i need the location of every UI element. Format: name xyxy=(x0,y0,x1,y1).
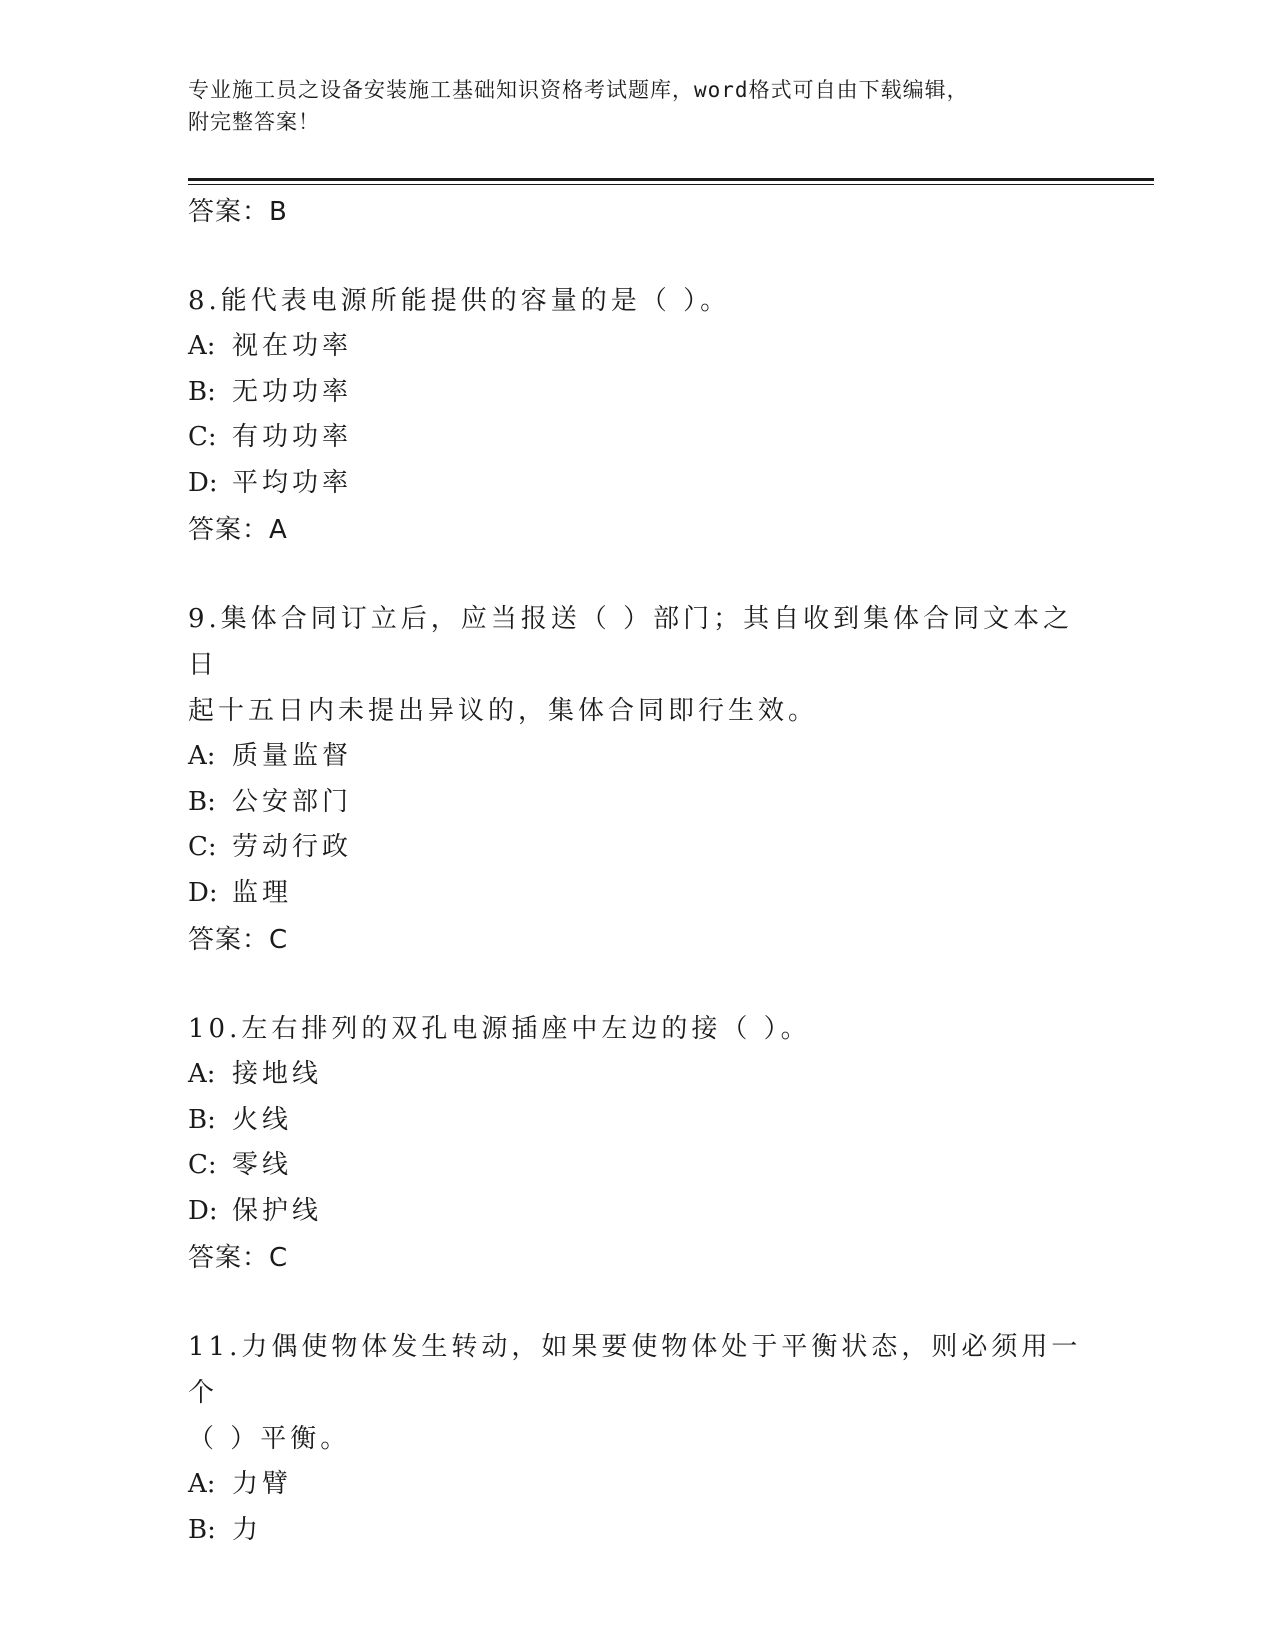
option-text: 劳动行政 xyxy=(232,832,353,862)
question-block xyxy=(188,278,1088,554)
option-c xyxy=(188,415,1088,461)
option-letter: D: xyxy=(188,877,218,908)
spacer xyxy=(188,1282,1088,1324)
spacer xyxy=(188,554,1088,596)
option-d xyxy=(188,461,1088,507)
option-letter: D: xyxy=(188,467,218,498)
option-text: 质量监督 xyxy=(232,741,353,771)
option-text: 接地线 xyxy=(232,1059,323,1089)
option-letter: C: xyxy=(188,1150,217,1180)
option-text: 火线 xyxy=(232,1104,293,1135)
option-letter: C: xyxy=(188,832,217,862)
question-text-continued: 起十五日内未提出异议的，集体合同即行生效。 xyxy=(188,696,819,726)
header-divider-thick xyxy=(188,178,1154,181)
option-b xyxy=(188,370,1088,416)
question-text-continued: （ ）平衡。 xyxy=(188,1424,351,1454)
option-letter: A: xyxy=(188,331,216,361)
question-text: 11.力偶使物体发生转动，如果要使物体处于平衡状态，则必须用一个 xyxy=(188,1332,1082,1408)
option-letter: C: xyxy=(188,422,217,452)
option-text: 公安部门 xyxy=(232,786,353,817)
question-text: 9.集体合同订立后，应当报送（ ）部门；其自收到集体合同文本之日 xyxy=(188,604,1074,680)
option-letter: B: xyxy=(188,1104,216,1135)
option-text: 无功功率 xyxy=(232,376,353,407)
answer-line: 答案：C xyxy=(188,925,289,955)
option-d xyxy=(188,1189,1088,1235)
option-text: 平均功率 xyxy=(232,467,353,498)
question-block xyxy=(188,1324,1088,1553)
option-d xyxy=(188,871,1088,917)
document-header xyxy=(188,74,1088,138)
option-text: 零线 xyxy=(232,1150,293,1180)
option-b xyxy=(188,1508,1088,1554)
header-line-2: 附完整答案！ xyxy=(188,110,320,134)
question-block xyxy=(188,596,1088,964)
question-list xyxy=(188,188,1088,1553)
option-letter: B: xyxy=(188,786,216,817)
header-line-1: 专业施工员之设备安装施工基础知识资格考试题库，word格式可自由下载编辑， xyxy=(188,78,969,102)
answer-line: 答案：A xyxy=(188,515,288,545)
option-text: 力臂 xyxy=(232,1469,293,1499)
option-c xyxy=(188,1143,1088,1189)
spacer xyxy=(188,236,1088,278)
option-a xyxy=(188,1462,1088,1508)
option-text: 保护线 xyxy=(232,1195,323,1226)
option-b xyxy=(188,1098,1088,1144)
question-text: 8.能代表电源所能提供的容量的是（ ）。 xyxy=(188,286,731,316)
question-block xyxy=(188,1006,1088,1282)
option-text: 视在功率 xyxy=(232,331,353,361)
option-letter: A: xyxy=(188,741,216,771)
answer-line: 答案：C xyxy=(188,1243,289,1273)
header-divider-thin xyxy=(188,184,1154,185)
option-text: 有功功率 xyxy=(232,422,353,452)
answer-line: 答案：B xyxy=(188,197,288,227)
spacer xyxy=(188,964,1088,1006)
option-letter: B: xyxy=(188,376,216,407)
option-a xyxy=(188,324,1088,370)
option-a xyxy=(188,734,1088,780)
option-b xyxy=(188,780,1088,826)
option-letter: B: xyxy=(188,1514,216,1545)
option-a xyxy=(188,1052,1088,1098)
question-text: 10.左右排列的双孔电源插座中左边的接（ ）。 xyxy=(188,1014,811,1044)
option-c xyxy=(188,825,1088,871)
option-letter: D: xyxy=(188,1195,218,1226)
option-letter: A: xyxy=(188,1469,216,1499)
option-text: 监理 xyxy=(232,877,293,908)
option-text: 力 xyxy=(232,1514,263,1545)
option-letter: A: xyxy=(188,1059,216,1089)
